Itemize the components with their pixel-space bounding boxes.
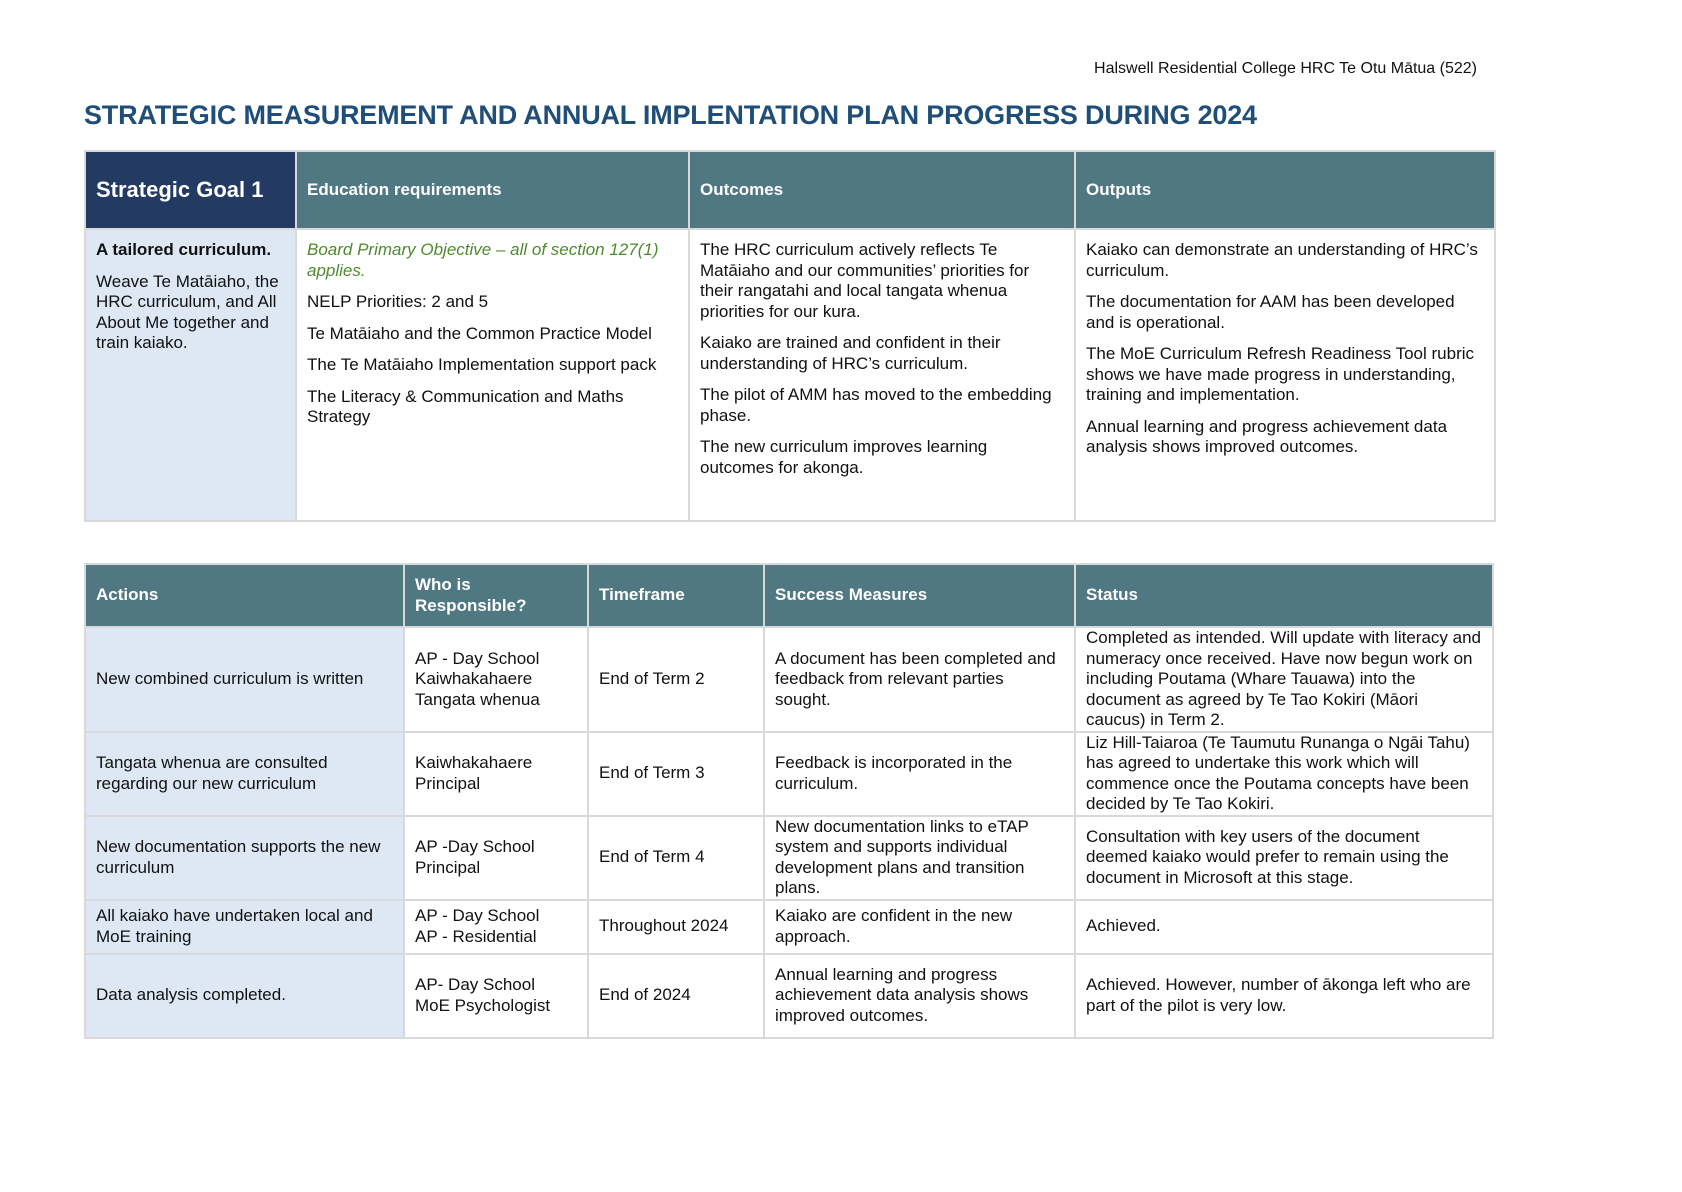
responsible-cell: AP -Day School Principal [404, 816, 588, 900]
actions-table [84, 563, 1494, 1039]
page-title: STRATEGIC MEASUREMENT AND ANNUAL IMPLENTATION PLAN PROGRESS DURING 2024 [84, 100, 1257, 130]
table-row [85, 900, 1493, 954]
responsible-cell: Kaiwhakahaere Principal [404, 732, 588, 816]
action-cell: Tangata whenua are consulted regarding our new curriculum [85, 732, 404, 816]
status-header: Status [1075, 564, 1493, 627]
requirement-italic: Board Primary Objective – all of section 127(1) applies. [307, 240, 659, 280]
outcome: Kaiako are trained and confident in their understanding of HRC’s curriculum. [700, 333, 1001, 373]
success-measure-cell: Annual learning and progress achievement data analysis shows improved outcomes. [764, 954, 1075, 1038]
actions-header: Actions [85, 564, 404, 627]
outputs-header: Outputs [1075, 151, 1495, 229]
table-row [85, 627, 1493, 732]
success-header: Success Measures [764, 564, 1075, 627]
status-cell: Achieved. [1075, 900, 1493, 954]
status-cell: Completed as intended. Will update with literacy and numeracy once received. Have now begun work on including Poutama (Whare Tauawa) into the document as agreed by Te Tao Kokiri (Māori caucus) in Term 2. [1075, 627, 1493, 732]
timeframe-cell: Throughout 2024 [588, 900, 764, 954]
table-row [85, 816, 1493, 900]
goal-cell [85, 229, 296, 521]
action-cell: New combined curriculum is written [85, 627, 404, 732]
status-cell: Liz Hill-Taiaroa (Te Taumutu Runanga o Ngāi Tahu) has agreed to undertake this work which will commence once the Poutama concepts have been decided by Te Tao Kokiri. [1075, 732, 1493, 816]
goal-header: Strategic Goal 1 [85, 151, 296, 229]
success-measure-cell: Kaiako are confident in the new approach. [764, 900, 1075, 954]
requirements-cell [296, 229, 689, 521]
table-row [85, 732, 1493, 816]
responsible-cell: AP - Day School Kaiwhakahaere Tangata whenua [404, 627, 588, 732]
timeframe-cell: End of 2024 [588, 954, 764, 1038]
action-cell: Data analysis completed. [85, 954, 404, 1038]
success-measure-cell: New documentation links to eTAP system and supports individual development plans and transition plans. [764, 816, 1075, 900]
who-header: Who is Responsible? [404, 564, 588, 627]
output: The MoE Curriculum Refresh Readiness Tool rubric shows we have made progress in understanding, training and implementation. [1086, 344, 1475, 404]
responsible-cell: AP- Day School MoE Psychologist [404, 954, 588, 1038]
goal-title: A tailored curriculum. [96, 240, 272, 259]
responsible-cell: AP - Day School AP - Residential [404, 900, 588, 954]
document-header: Halswell Residential College HRC Te Otu Mātua (522) [1094, 60, 1477, 77]
action-cell: All kaiako have undertaken local and MoE training [85, 900, 404, 954]
outcomes-cell [689, 229, 1075, 521]
outcome: The pilot of AMM has moved to the embedding phase. [700, 385, 1052, 425]
timeframe-cell: End of Term 4 [588, 816, 764, 900]
outputs-cell [1075, 229, 1495, 521]
table-row [85, 954, 1493, 1038]
action-cell: New documentation supports the new curriculum [85, 816, 404, 900]
timeframe-cell: End of Term 3 [588, 732, 764, 816]
status-cell: Consultation with key users of the document deemed kaiako would prefer to remain using the document in Microsoft at this stage. [1075, 816, 1493, 900]
goal-text: Weave Te Matāiaho, the HRC curriculum, and All About Me together and train kaiako. [96, 271, 279, 352]
output: Annual learning and progress achievement data analysis shows improved outcomes. [1086, 416, 1448, 456]
output: Kaiako can demonstrate an understanding of HRC’s curriculum. [1086, 240, 1478, 280]
timeframe-header: Timeframe [588, 564, 764, 627]
requirement: The Literacy & Communication and Maths Strategy [307, 386, 624, 426]
outcome: The new curriculum improves learning outcomes for akonga. [700, 437, 988, 477]
requirements-header: Education requirements [296, 151, 689, 229]
timeframe-cell: End of Term 2 [588, 627, 764, 732]
requirement: Te Matāiaho and the Common Practice Model [307, 323, 652, 343]
success-measure-cell: Feedback is incorporated in the curriculum. [764, 732, 1075, 816]
output: The documentation for AAM has been developed and is operational. [1086, 292, 1455, 332]
strategic-goal-table [84, 150, 1496, 522]
requirement: NELP Priorities: 2 and 5 [307, 292, 489, 311]
outcome: The HRC curriculum actively reflects Te Matāiaho and our communities’ priorities for their rangatahi and local tangata whenua priorities for our kura. [700, 240, 1030, 321]
success-measure-cell: A document has been completed and feedback from relevant parties sought. [764, 627, 1075, 732]
outcomes-header: Outcomes [689, 151, 1075, 229]
status-cell: Achieved. However, number of ākonga left who are part of the pilot is very low. [1075, 954, 1493, 1038]
requirement: The Te Matāiaho Implementation support pack [307, 355, 657, 374]
